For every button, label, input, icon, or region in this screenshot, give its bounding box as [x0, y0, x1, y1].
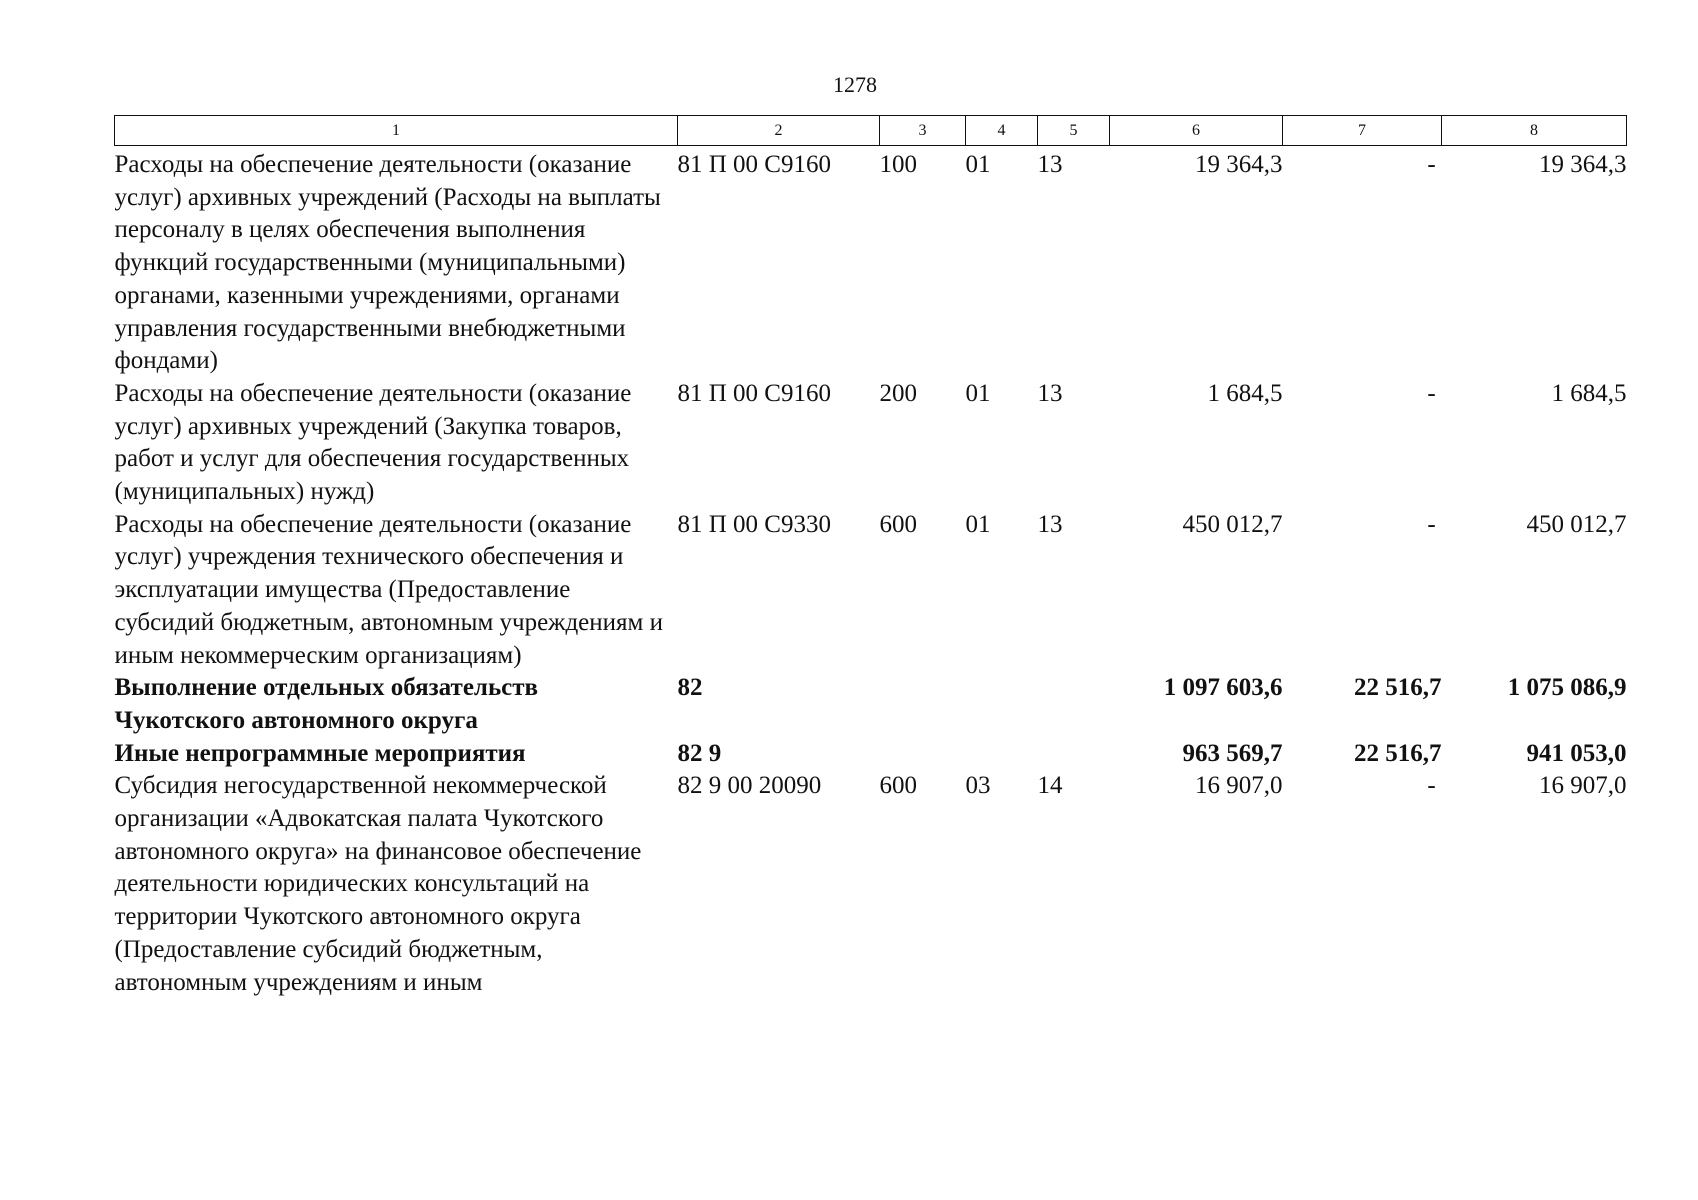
- row-pr: 13: [1037, 379, 1063, 407]
- row-pr: 13: [1037, 510, 1063, 538]
- row-total: 1 684,5: [1207, 379, 1283, 407]
- column-header-4: 4: [966, 116, 1038, 146]
- row-code: 82 9 00 20090: [677, 772, 822, 800]
- row-rz: [966, 738, 1038, 771]
- row-name: Расходы на обеспечение деятельности (оказание услуг) архивных учреждений (Закупка товаров, работ и услуг для обеспечения государственных (муниципальных) нужд): [114, 379, 632, 506]
- row-other-value: -: [1427, 151, 1436, 178]
- column-header-8: 8: [1442, 116, 1627, 146]
- row-vr: 600: [879, 510, 917, 538]
- table-row: [115, 378, 1627, 509]
- row-vr: [880, 738, 966, 771]
- row-total: 450 012,7: [1182, 510, 1283, 538]
- row-other: [1283, 770, 1442, 999]
- row-code: 82: [677, 674, 703, 702]
- row-pr: 14: [1037, 772, 1063, 800]
- row-name: Субсидия негосударственной некоммерческой организации «Адвокатская палата Чукотского автономного округа» на финансовое обеспечение деятельности юридических консультаций на территории Чукотского автономного округа (Предоставление субсидий бюджетным, автономным учреждениям и иным: [114, 772, 642, 996]
- row-other: [1283, 146, 1442, 378]
- row-total: 1 097 603,6: [1163, 674, 1283, 702]
- column-header-7: 7: [1283, 116, 1442, 146]
- row-own: 1 075 086,9: [1507, 674, 1627, 702]
- row-other: 22 516,7: [1354, 674, 1442, 702]
- row-code: 81 П 00 С9330: [677, 510, 831, 538]
- row-rz: 01: [965, 151, 991, 178]
- row-other: [1283, 509, 1442, 673]
- table-row: [115, 672, 1627, 737]
- row-own: 941 053,0: [1526, 739, 1627, 767]
- row-vr: 200: [879, 379, 917, 407]
- row-name: Выполнение отдельных обязательств Чукотского автономного округа: [114, 674, 539, 734]
- row-other: 22 516,7: [1354, 739, 1442, 767]
- page-number: 1278: [833, 72, 877, 97]
- row-vr: 600: [879, 772, 917, 800]
- row-other-value: -: [1427, 379, 1436, 407]
- row-pr: [1038, 738, 1110, 771]
- row-rz: 01: [965, 379, 991, 407]
- row-code: 81 П 00 С9160: [677, 151, 831, 178]
- column-header-6: 6: [1110, 116, 1283, 146]
- row-name: Расходы на обеспечение деятельности (оказание услуг) архивных учреждений (Расходы на выплаты персоналу в целях обеспечения выполнения функций государственными (муниципальными) органами, казенными учреждениями, органами управления государственными внебюджетными фондами): [114, 151, 661, 375]
- row-vr: 100: [879, 151, 917, 178]
- row-other-value: -: [1427, 772, 1436, 800]
- table-row: [115, 738, 1627, 771]
- row-rz: 01: [965, 510, 991, 538]
- row-own: 1 684,5: [1551, 379, 1627, 407]
- row-vr: [880, 672, 966, 737]
- table-row: [115, 770, 1627, 999]
- table-header-row: [115, 116, 1627, 146]
- row-own: 19 364,3: [1539, 151, 1627, 178]
- row-own: 450 012,7: [1526, 510, 1627, 538]
- table-row: [115, 509, 1627, 673]
- row-other-value: -: [1427, 510, 1436, 538]
- row-code: 82 9: [677, 739, 722, 767]
- row-total: 19 364,3: [1195, 151, 1283, 178]
- row-code: 81 П 00 С9160: [677, 379, 831, 407]
- column-header-3: 3: [880, 116, 966, 146]
- column-header-1: 1: [115, 116, 678, 146]
- budget-table: [114, 115, 1627, 999]
- row-pr: 13: [1037, 151, 1063, 178]
- column-header-5: 5: [1038, 116, 1110, 146]
- row-name: Иные непрограммные мероприятия: [114, 739, 526, 767]
- row-total: 963 569,7: [1182, 739, 1283, 767]
- row-pr: [1038, 672, 1110, 737]
- row-total: 16 907,0: [1195, 772, 1283, 800]
- row-other: [1283, 378, 1442, 509]
- row-rz: [966, 672, 1038, 737]
- table-row: [115, 146, 1627, 378]
- row-own: 16 907,0: [1539, 772, 1627, 800]
- row-name: Расходы на обеспечение деятельности (оказание услуг) учреждения технического обеспечения и эксплуатации имущества (Предоставление субсидий бюджетным, автономным учреждениям и иным некоммерческим организациям): [114, 510, 663, 669]
- row-rz: 03: [965, 772, 991, 800]
- column-header-2: 2: [678, 116, 880, 146]
